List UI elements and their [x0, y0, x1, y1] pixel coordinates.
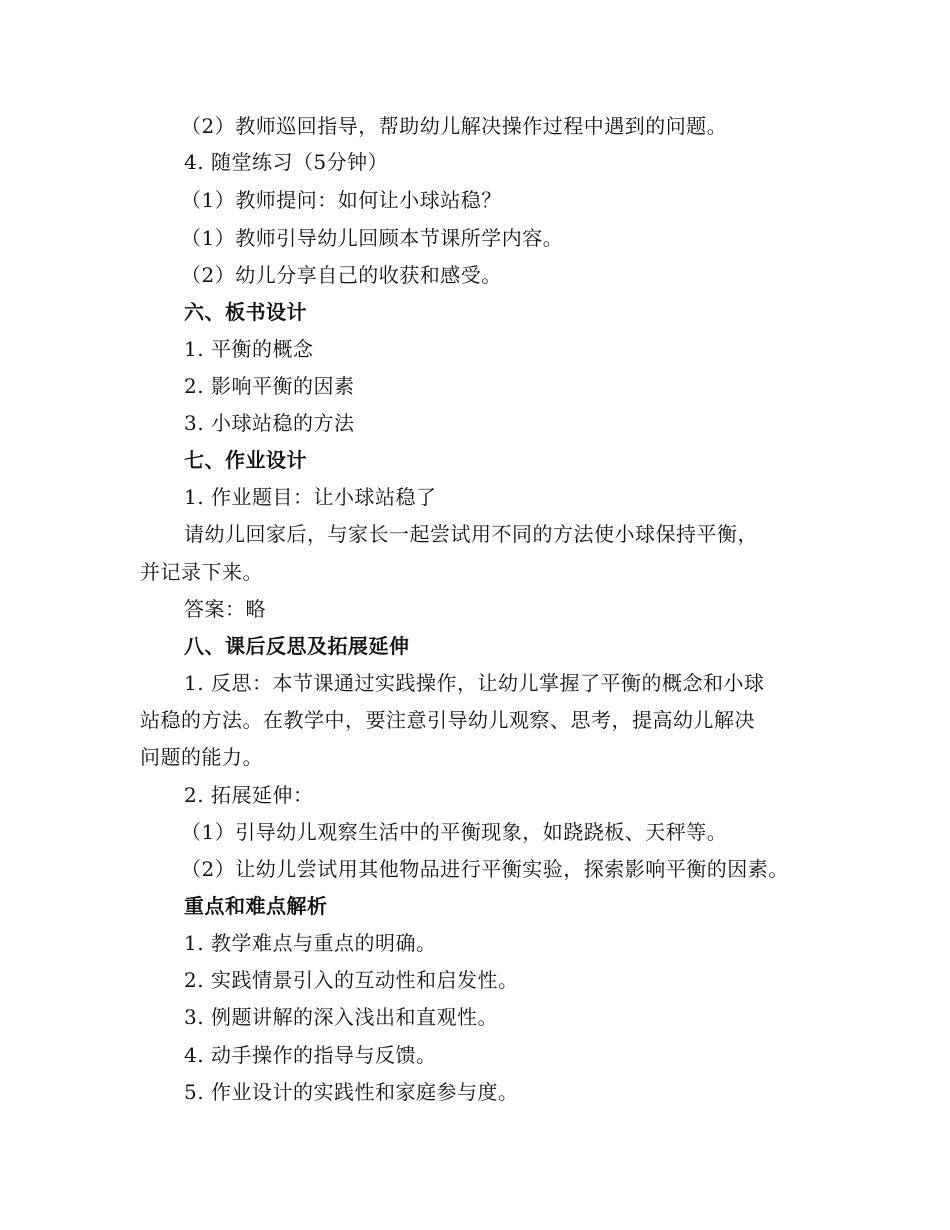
text-line: （1）引导幼儿观察生活中的平衡现象，如跷跷板、天秤等。 — [181, 820, 728, 844]
list-item: 3. 小球站稳的方法 — [184, 411, 355, 435]
list-item: 1. 作业题目：让小球站稳了 — [184, 485, 437, 509]
list-item: 1. 平衡的概念 — [184, 337, 314, 361]
list-item: 4. 随堂练习（5分钟） — [184, 150, 389, 174]
list-item: 2. 实践情景引入的互动性和启发性。 — [184, 968, 519, 992]
paragraph-line: 问题的能力。 — [140, 745, 263, 769]
list-item: 2. 拓展延伸： — [184, 783, 314, 807]
section-heading: 重点和难点解析 — [184, 894, 328, 918]
section-heading: 八、课后反思及拓展延伸 — [184, 634, 410, 658]
section-heading: 六、板书设计 — [184, 300, 307, 324]
text-line: （2）让幼儿尝试用其他物品进行平衡实验，探索影响平衡的因素。 — [181, 857, 789, 881]
list-item: 1. 教学难点与重点的明确。 — [184, 931, 437, 955]
list-item: 2. 影响平衡的因素 — [184, 374, 355, 398]
list-item: 4. 动手操作的指导与反馈。 — [184, 1043, 437, 1067]
text-line: （2）教师巡回指导，帮助幼儿解决操作过程中遇到的问题。 — [181, 114, 728, 138]
paragraph-line: 1. 反思：本节课通过实践操作，让幼儿掌握了平衡的概念和小球 — [184, 671, 765, 695]
paragraph-line: 站稳的方法。在教学中，要注意引导幼儿观察、思考，提高幼儿解决 — [140, 708, 755, 732]
text-line: （1）教师提问：如何让小球站稳？ — [181, 188, 502, 212]
answer-line: 答案：略 — [184, 597, 266, 621]
list-item: 3. 例题讲解的深入浅出和直观性。 — [184, 1005, 498, 1029]
paragraph-line: 请幼儿回家后，与家长一起尝试用不同的方法使小球保持平衡， — [184, 522, 758, 546]
text-line: （2）幼儿分享自己的收获和感受。 — [181, 263, 502, 287]
paragraph-line: 并记录下来。 — [140, 560, 263, 584]
text-line: （1）教师引导幼儿回顾本节课所学内容。 — [181, 226, 564, 250]
section-heading: 七、作业设计 — [184, 448, 307, 472]
list-item: 5. 作业设计的实践性和家庭参与度。 — [184, 1080, 519, 1104]
